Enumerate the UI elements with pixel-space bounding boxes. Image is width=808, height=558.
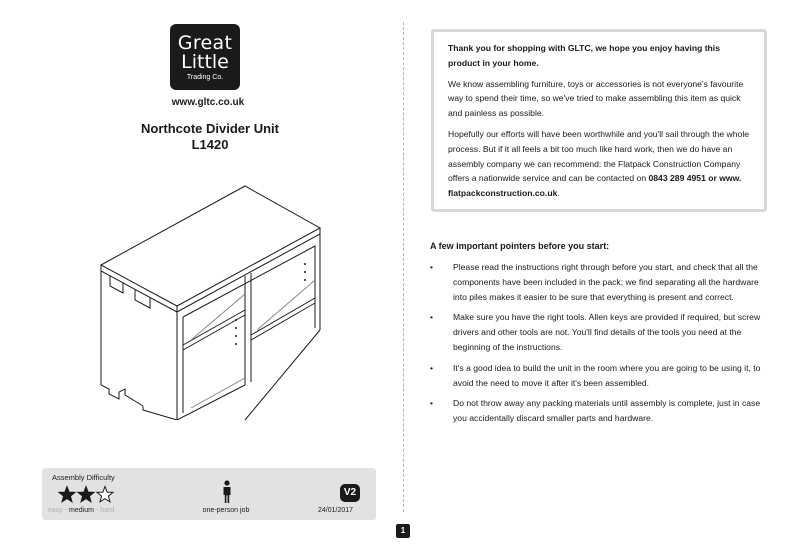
unit-left-front-edge	[143, 312, 177, 420]
page-divider	[403, 22, 404, 512]
pointer-text: Please read the instructions right through before you start, and check that all the components have been included in the pack; we find separating all the hardware into piles makes it easier to be sure that everything is present and correct.	[453, 262, 759, 302]
back-line-1	[191, 294, 245, 340]
top-slot-1	[110, 276, 123, 293]
star-filled-icon	[59, 487, 75, 502]
star-filled-icon	[78, 487, 94, 502]
bullet: •	[430, 262, 434, 272]
level-separator: -	[93, 507, 101, 514]
people-required: one-person job	[202, 507, 250, 514]
assembly-contact[interactable]: 0843 289 4951 or www. flatpackconstruction.co.uk	[448, 173, 742, 199]
intro-paragraph-1: We know assembling furniture, toys or accessories is not everyone's favourite way to spend their time, so we've tried to make assembling this item as quick and painless as possible.	[448, 78, 744, 119]
level-hard: hard	[100, 507, 115, 514]
intro-paragraph-2-end: .	[557, 188, 560, 199]
bullet: •	[430, 362, 434, 373]
logo-line-2: Little	[181, 51, 229, 73]
level-easy: easy	[48, 507, 63, 514]
difficulty-levels	[48, 507, 114, 514]
brand-logo	[170, 24, 240, 90]
logo-line-3: Trading Co.	[186, 74, 224, 81]
page-number: 1	[396, 524, 410, 538]
top-slot-2	[135, 290, 150, 308]
pointer-item	[430, 260, 765, 304]
intro-heading: Thank you for shopping with GLTC, we hope you enjoy having this product in your home.	[448, 43, 720, 68]
shelf-pin-holes	[235, 263, 306, 345]
person-icon	[221, 480, 233, 504]
unit-bottom-right	[245, 330, 320, 420]
product-title	[100, 121, 320, 153]
right-shelf-edge	[251, 303, 315, 340]
version-badge: V2	[340, 484, 360, 502]
bullet: •	[430, 398, 434, 409]
level-medium: medium	[69, 507, 94, 514]
difficulty-label: Assembly Difficulty	[52, 473, 115, 482]
pointer-text: Do not throw away any packing materials until assembly is complete, just in case you accidentally discard smaller parts and hardware.	[453, 398, 761, 424]
bullet: •	[430, 312, 434, 323]
back-line-2	[257, 280, 315, 330]
unit-top-side-edge	[101, 265, 177, 312]
product-name: Northcote Divider Unit	[141, 121, 279, 136]
intro-paragraph-2-text: Hopefully our efforts will have been worthwhile and you'll sail through the whole process. But if it all feels a bit too much like hard work, then we do have an assembly company we can recommend: the Flatpack Construction Company offers a nationwide service and can be contacted on	[448, 128, 750, 184]
back-line-3	[191, 378, 245, 408]
star-empty-icon	[97, 487, 113, 502]
inner-top	[183, 246, 315, 328]
website-url[interactable]: www.gltc.co.uk	[171, 97, 245, 108]
level-separator: -	[62, 507, 70, 514]
document-date: 24/01/2017	[318, 507, 354, 514]
pointer-item	[430, 361, 765, 391]
product-code: L1420	[191, 137, 229, 152]
unit-bottom-front	[177, 385, 245, 420]
right-shelf	[251, 298, 315, 335]
pointer-item	[430, 310, 765, 354]
unit-top-outline	[101, 186, 320, 306]
divider-unit-illustration	[95, 180, 335, 420]
difficulty-stars	[58, 485, 118, 505]
pointer-text: It's a good idea to build the unit in the room where you are going to be using it, to avoid the need to move it after it's been assembled.	[453, 362, 761, 388]
unit-top-edge	[177, 228, 320, 312]
logo-line-1: Great	[177, 32, 233, 54]
thank-you-box	[431, 29, 767, 212]
pointers-list	[430, 260, 765, 432]
intro-paragraph-2	[448, 127, 750, 201]
unit-left-side	[101, 271, 143, 406]
pointer-text: Make sure you have the right tools. Allen keys are provided if required, but screw drivers and other tools are not. You'll find details of the tools you need at the beginning of the instructions.	[453, 312, 761, 352]
pointer-item	[430, 396, 765, 426]
pointers-heading: A few important pointers before you start:	[430, 241, 610, 251]
